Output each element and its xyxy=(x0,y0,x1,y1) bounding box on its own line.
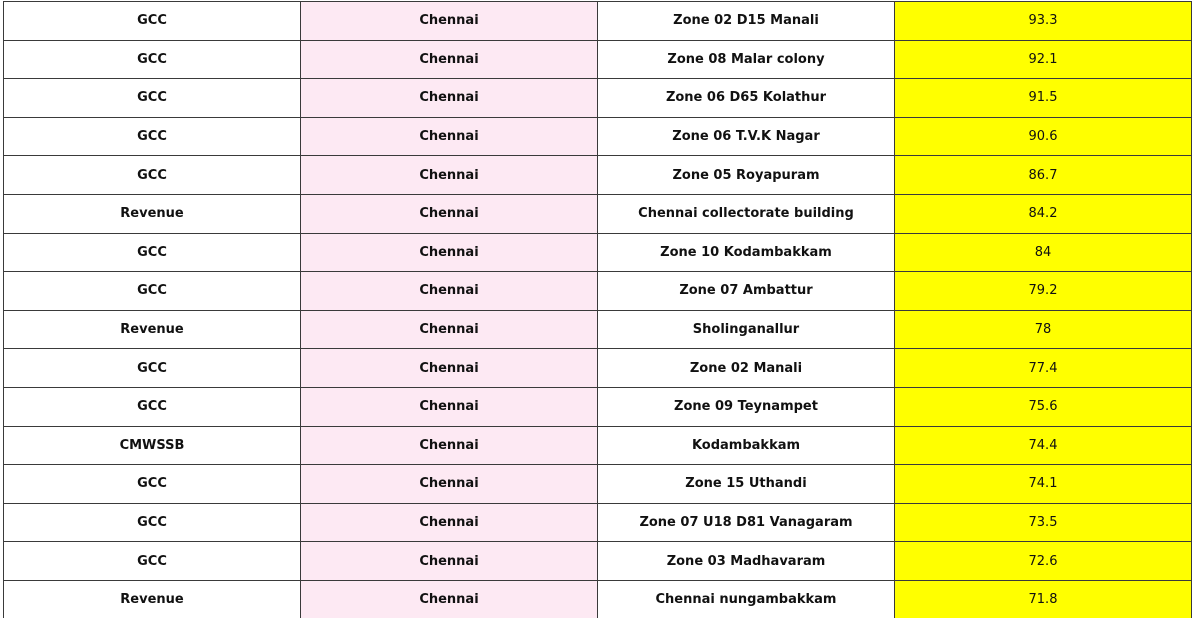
value-cell[interactable]: 92.1 xyxy=(895,40,1192,79)
department-cell[interactable]: GCC xyxy=(4,349,301,388)
district-cell[interactable]: Chennai xyxy=(301,503,598,542)
table-row xyxy=(4,387,1192,426)
table-row xyxy=(4,426,1192,465)
department-cell[interactable]: GCC xyxy=(4,79,301,118)
value-cell[interactable]: 72.6 xyxy=(895,542,1192,581)
value-cell[interactable]: 93.3 xyxy=(895,2,1192,41)
department-cell[interactable]: GCC xyxy=(4,233,301,272)
location-cell[interactable]: Zone 05 Royapuram xyxy=(598,156,895,195)
district-cell[interactable]: Chennai xyxy=(301,194,598,233)
department-cell[interactable]: CMWSSB xyxy=(4,426,301,465)
location-cell[interactable]: Chennai nungambakkam xyxy=(598,580,895,618)
district-cell[interactable]: Chennai xyxy=(301,272,598,311)
table-row xyxy=(4,580,1192,618)
table-row xyxy=(4,310,1192,349)
location-cell[interactable]: Kodambakkam xyxy=(598,426,895,465)
district-cell[interactable]: Chennai xyxy=(301,426,598,465)
department-cell[interactable]: GCC xyxy=(4,465,301,504)
location-cell[interactable]: Zone 10 Kodambakkam xyxy=(598,233,895,272)
department-cell[interactable]: Revenue xyxy=(4,310,301,349)
district-cell[interactable]: Chennai xyxy=(301,465,598,504)
district-cell[interactable]: Chennai xyxy=(301,117,598,156)
district-cell[interactable]: Chennai xyxy=(301,310,598,349)
table-row xyxy=(4,2,1192,41)
location-cell[interactable]: Zone 07 U18 D81 Vanagaram xyxy=(598,503,895,542)
table-row xyxy=(4,156,1192,195)
department-cell[interactable]: GCC xyxy=(4,542,301,581)
department-cell[interactable]: GCC xyxy=(4,40,301,79)
value-cell[interactable]: 71.8 xyxy=(895,580,1192,618)
district-cell[interactable]: Chennai xyxy=(301,580,598,618)
location-cell[interactable]: Zone 09 Teynampet xyxy=(598,387,895,426)
district-cell[interactable]: Chennai xyxy=(301,2,598,41)
department-cell[interactable]: GCC xyxy=(4,156,301,195)
sheet-right-margin xyxy=(1193,0,1200,618)
table-row xyxy=(4,349,1192,388)
value-cell[interactable]: 84 xyxy=(895,233,1192,272)
table-row xyxy=(4,40,1192,79)
table-row xyxy=(4,465,1192,504)
value-cell[interactable]: 73.5 xyxy=(895,503,1192,542)
department-cell[interactable]: Revenue xyxy=(4,580,301,618)
table-row xyxy=(4,272,1192,311)
table-row xyxy=(4,233,1192,272)
location-cell[interactable]: Chennai collectorate building xyxy=(598,194,895,233)
location-cell[interactable]: Zone 07 Ambattur xyxy=(598,272,895,311)
district-cell[interactable]: Chennai xyxy=(301,349,598,388)
value-cell[interactable]: 90.6 xyxy=(895,117,1192,156)
district-cell[interactable]: Chennai xyxy=(301,387,598,426)
location-cell[interactable]: Zone 02 Manali xyxy=(598,349,895,388)
value-cell[interactable]: 74.4 xyxy=(895,426,1192,465)
table-row xyxy=(4,79,1192,118)
value-cell[interactable]: 86.7 xyxy=(895,156,1192,195)
location-cell[interactable]: Zone 06 T.V.K Nagar xyxy=(598,117,895,156)
department-cell[interactable]: GCC xyxy=(4,503,301,542)
table-row xyxy=(4,194,1192,233)
data-table xyxy=(3,1,1192,618)
district-cell[interactable]: Chennai xyxy=(301,79,598,118)
value-cell[interactable]: 91.5 xyxy=(895,79,1192,118)
value-cell[interactable]: 78 xyxy=(895,310,1192,349)
location-cell[interactable]: Zone 15 Uthandi xyxy=(598,465,895,504)
location-cell[interactable]: Zone 03 Madhavaram xyxy=(598,542,895,581)
value-cell[interactable]: 77.4 xyxy=(895,349,1192,388)
location-cell[interactable]: Zone 06 D65 Kolathur xyxy=(598,79,895,118)
location-cell[interactable]: Zone 02 D15 Manali xyxy=(598,2,895,41)
table-row xyxy=(4,117,1192,156)
department-cell[interactable]: GCC xyxy=(4,117,301,156)
value-cell[interactable]: 75.6 xyxy=(895,387,1192,426)
district-cell[interactable]: Chennai xyxy=(301,156,598,195)
district-cell[interactable]: Chennai xyxy=(301,542,598,581)
value-cell[interactable]: 79.2 xyxy=(895,272,1192,311)
district-cell[interactable]: Chennai xyxy=(301,233,598,272)
location-cell[interactable]: Sholinganallur xyxy=(598,310,895,349)
department-cell[interactable]: GCC xyxy=(4,272,301,311)
table-row xyxy=(4,542,1192,581)
table-body xyxy=(4,2,1192,618)
value-cell[interactable]: 84.2 xyxy=(895,194,1192,233)
department-cell[interactable]: Revenue xyxy=(4,194,301,233)
department-cell[interactable]: GCC xyxy=(4,2,301,41)
value-cell[interactable]: 74.1 xyxy=(895,465,1192,504)
district-cell[interactable]: Chennai xyxy=(301,40,598,79)
table-row xyxy=(4,503,1192,542)
department-cell[interactable]: GCC xyxy=(4,387,301,426)
location-cell[interactable]: Zone 08 Malar colony xyxy=(598,40,895,79)
